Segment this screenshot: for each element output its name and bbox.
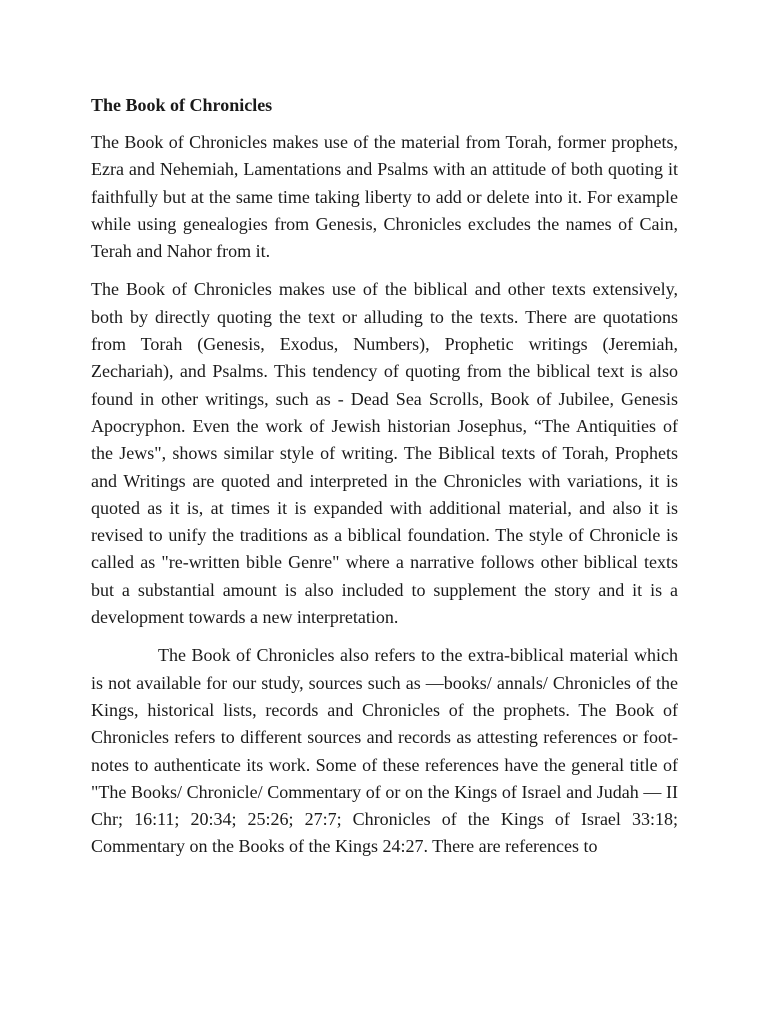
paragraph-3: The Book of Chronicles also refers to the extra-biblical material which is not available for our study, sources such as —books/ annals/ Chronicles of the Kings, historical lists, records and Chronicles of the prophets. The Book of Chronicles refers to different sources and records as attesting references or foot-notes to authenticate its work. Some of these references have the general title of "The Books/ Chronicle/ Commentary of or on the Kings of Israel and Judah — II Chr; 16:11; 20:34; 25:26; 27:7; Chronicles of the Kings of Israel 33:18; Commentary on the Books of the Kings 24:27. There are references to [91,645,678,857]
paragraph-1: The Book of Chronicles makes use of the material from Torah, former prophets, Ezra and Nehemiah, Lamentations and Psalms with an attitude of both quoting it faithfully but at the same time taking liberty to add or delete into it. For example while using genealogies from Genesis, Chronicles excludes the names of Cain, Terah and Nahor from it. [91,132,678,262]
document-page [91,92,678,872]
document-title: The Book of Chronicles [91,95,273,115]
paragraph-2: The Book of Chronicles makes use of the biblical and other texts extensively, both by directly quoting the text or alluding to the texts. There are quotations from Torah (Genesis, Exodus, Numbers), Prophetic writings (Jeremiah, Zechariah), and Psalms. This tendency of quoting from the biblical text is also found in other writings, such as - Dead Sea Scrolls, Book of Jubilee, Genesis Apocryphon. Even the work of Jewish historian Josephus, “The Antiquities of the Jews", shows similar style of writing. The Biblical texts of Torah, Prophets and Writings are quoted and interpreted in the Chronicles with variations, it is quoted as it is, at times it is expanded with additional material, and also it is revised to unify the traditions as a biblical foundation. The style of Chronicle is called as "re-written bible Genre" where a narrative follows other biblical texts but a substantial amount is also included to supplement the story and it is a development towards a new interpretation. [91,279,678,628]
